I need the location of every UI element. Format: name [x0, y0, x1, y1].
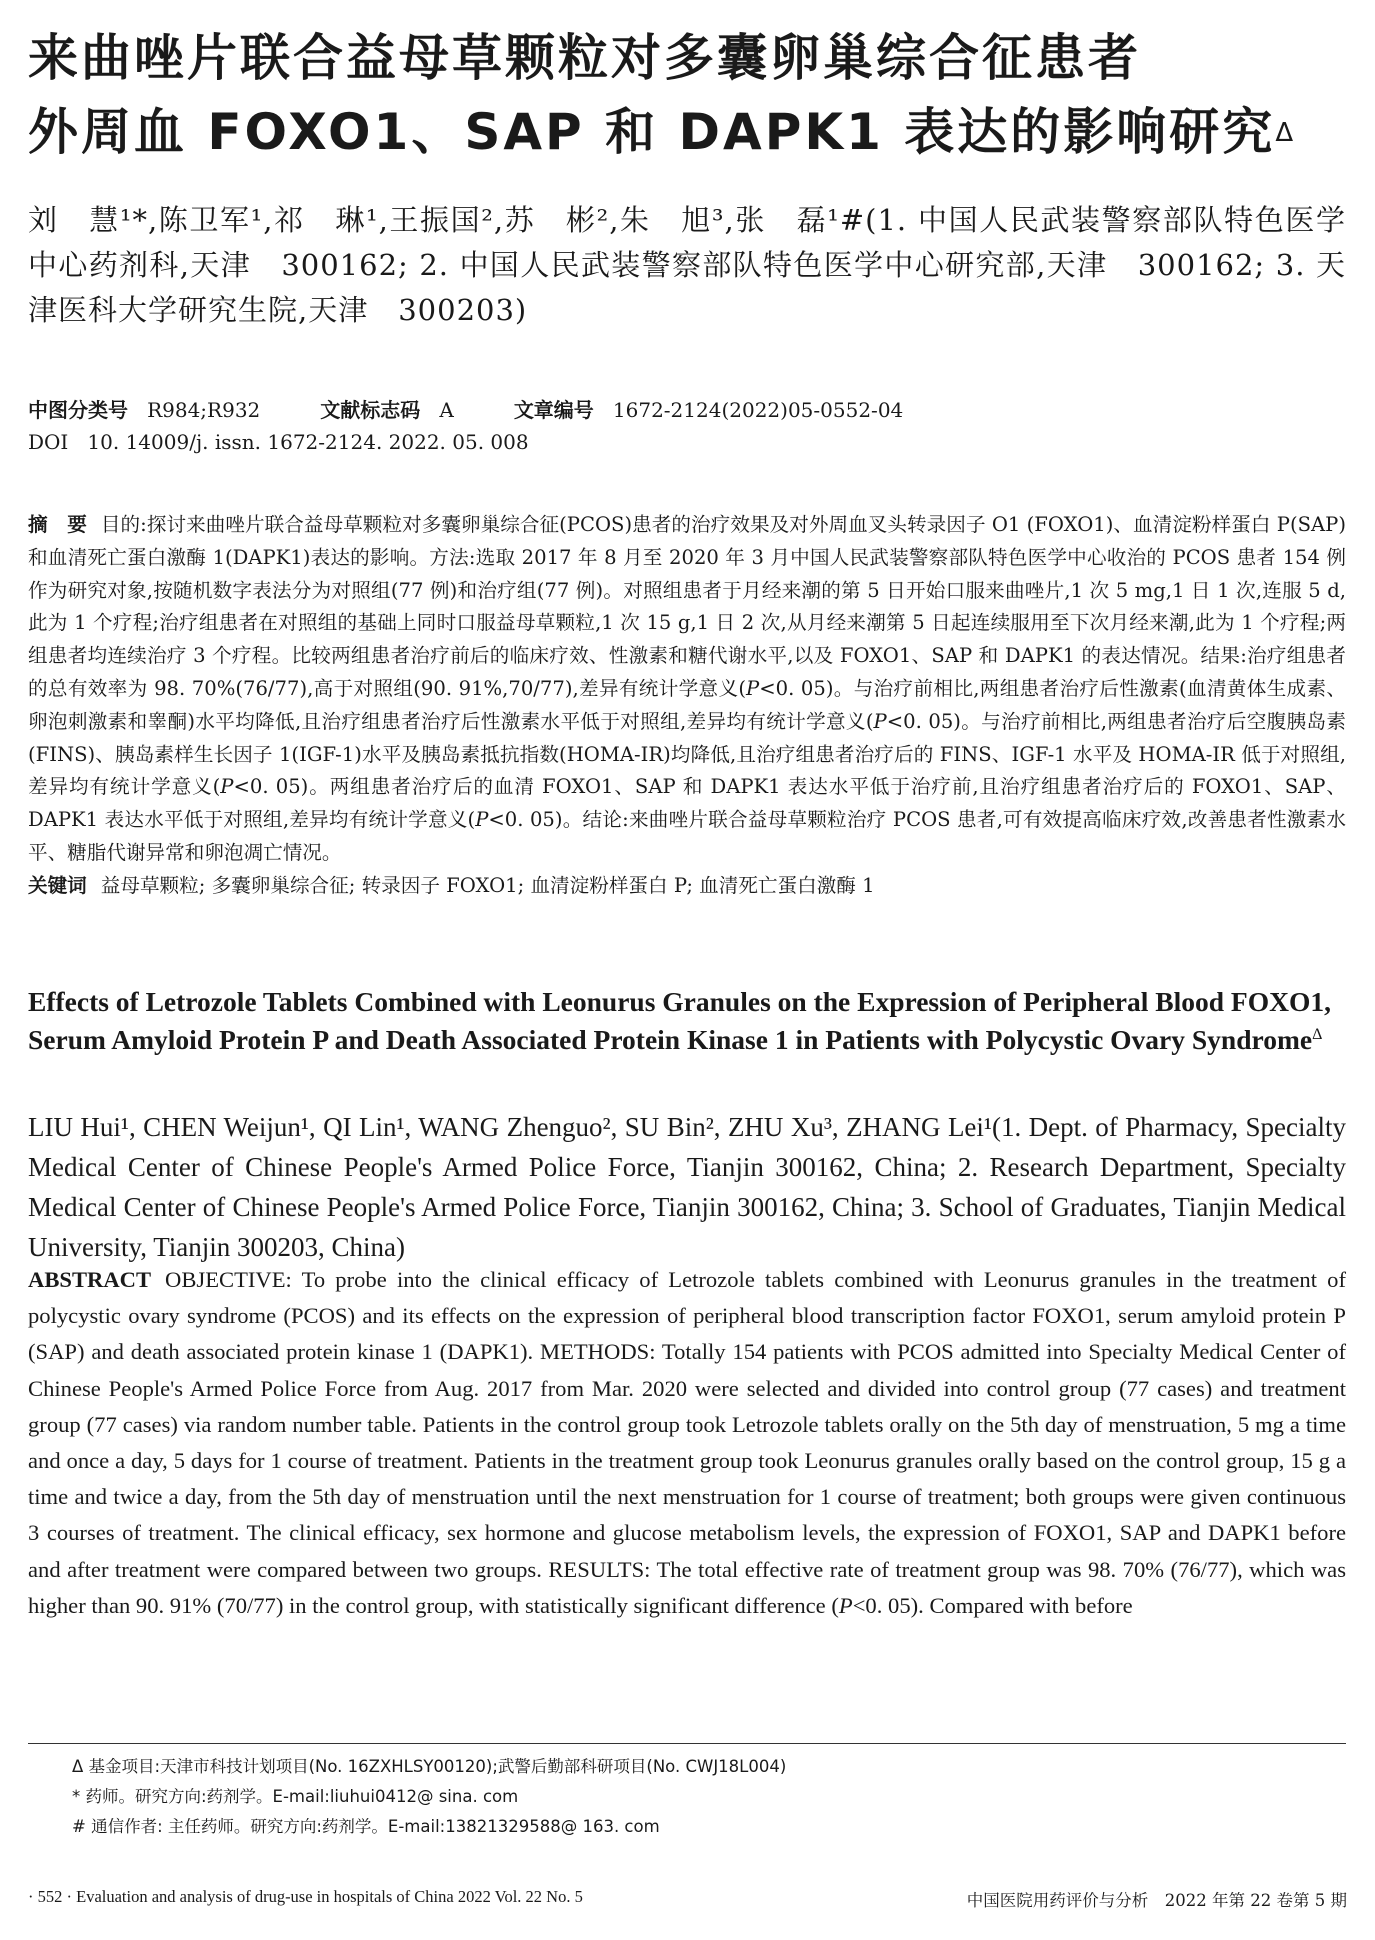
footnote-corresponding-author: # 通信作者: 主任药师。研究方向:药剂学。E-mail:13821329588@ 163. com — [72, 1817, 660, 1836]
cn-author-affiliations: 刘 慧¹*,陈卫军¹,祁 琳¹,王振国²,苏 彬²,朱 旭³,张 磊¹#(1. 中国人民武装警察部队特色医学中心药剂科,天津 300162; 2. 中国人民武装警察部队特色医学中心研究部,天津 300162; 3. 天津医科大学研究生院,天津 300203) — [28, 203, 1346, 327]
article-number-label: 文章编号 — [513, 398, 594, 422]
doi-value: 10. 14009/j. issn. 1672-2124. 2022. 05. 008 — [87, 430, 529, 454]
keywords: 益母草颗粒; 多囊卵巢综合征; 转录因子 FOXO1; 血清淀粉样蛋白 P; 血清死亡蛋白激酶 1 — [100, 873, 875, 897]
cn-abstract-label: 摘 要 — [28, 513, 87, 536]
article-number-value: 1672-2124(2022)05-0552-04 — [612, 398, 904, 422]
funding-mark: Δ — [1275, 118, 1297, 148]
clc-value: R984;R932 — [147, 398, 261, 422]
doc-code-value: A — [439, 398, 454, 422]
cn-abstract: 摘 要 目的:探讨来曲唑片联合益母草颗粒对多囊卵巢综合征(PCOS)患者的治疗效果及对外周血叉头转录因子 O1 (FOXO1)、血清淀粉样蛋白 P(SAP)和血清死亡蛋白激酶 1(DAPK1)表达的影响。方法:选取 2017 年 8 月至 2020 年 3 月中国人民武装警察部队特色医学中心收治的 PCOS 患者 154 例作为研究对象,按随机数字表法分为对照组(77 例)和治疗组(77 例)。对照组患者于月经来潮的第 5 日开始口服来曲唑片,1 次 5 mg,1 日 1 次,连服 5 d,此为 1 个疗程;治疗组患者在对照组的基础上同时口服益母草颗粒,1 次 15 g,1 日 2 次,从月经来潮第 5 日起连续服用至下次月经来潮,此为 1 个疗程;两组患者均连续治疗 3 个疗程。比较两组患者治疗前后的临床疗效、性激素和糖代谢水平,以及 FOXO1、SAP 和 DAPK1 的表达情况。结果:治疗组患者的总有效率为 98. 70%(76/77),高于对照组(90. 91%,70/77),差异有统计学意义(P<0. 05)。与治疗前相比,两组患者治疗后性激素(血清黄体生成素、卵泡刺激素和睾酮)水平均降低,且治疗组患者治疗后性激素水平低于对照组,差异均有统计学意义(P<0. 05)。与治疗前相比,两组患者治疗后空腹胰岛素(FINS)、胰岛素样生长因子 1(IGF-1)水平及胰岛素抵抗指数(HOMA-IR)均降低,且治疗组患者治疗后的 FINS、IGF-1 水平及 HOMA-IR 低于对照组,差异均有统计学意义(P<0. 05)。两组患者治疗后的血清 FOXO1、SAP 和 DAPK1 表达水平低于治疗前,且治疗组患者治疗后的 FOXO1、SAP、DAPK1 表达水平低于对照组,差异均有统计学意义(P<0. 05)。结论:来曲唑片联合益母草颗粒治疗 PCOS 患者,可有效提高临床疗效,改善患者性激素水平、糖脂代谢异常和卵泡凋亡情况。 关键词 益母草颗粒; 多囊卵巢综合征; 转录因子 FOXO1; 血清淀粉样蛋白 P; 血清死亡蛋白激酶 1 — [28, 513, 1347, 897]
classification-line — [28, 394, 1348, 426]
en-title: Effects of Letrozole Tablets Combined with Leonurus Granules on the Expression of Peripheral Blood FOXO1, Serum Amyloid Protein P and Death Associated Protein Kinase 1 in Patients with Polycystic Ovary Syndrome$^\Delta$ — [28, 986, 1331, 1055]
cn-title-line-2: 外周血 FOXO1、SAP 和 DAPK1 表达的影响研究$^\Delta$ — [28, 103, 1297, 161]
doi-label: DOI — [28, 430, 69, 454]
en-funding-mark: Δ — [1312, 1025, 1323, 1043]
en-abstract: ABSTRACT OBJECTIVE: To probe into the clinical efficacy of Letrozole tablets combined with Leonurus granules in the treatment of polycystic ovary syndrome (PCOS) and its effects on the expression of peripheral blood transcription factor FOXO1, serum amyloid protein P (SAP) and death associated protein kinase 1 (DAPK1). METHODS: Totally 154 patients with PCOS admitted into Specialty Medical Center of Chinese People's Armed Police Force from Aug. 2017 from Mar. 2020 were selected and divided into control group (77 cases) and treatment group (77 cases) via random number table. Patients in the control group took Letrozole tablets orally on the 5th day of menstruation, 5 mg a time and once a day, 5 days for 1 course of treatment. Patients in the treatment group took Leonurus granules orally based on the control group, 15 g a time and twice a day, from the 5th day of menstruation until the next menstruation for 1 course of treatment; both groups were given continuous 3 courses of treatment. The clinical efficacy, sex hormone and glucose metabolism levels, the expression of FOXO1, SAP and DAPK1 before and after treatment were compared between two groups. RESULTS: The total effective rate of treatment group was 98. 70% (76/77), which was higher than 90. 91% (70/77) in the control group, with statistically significant difference (P<0. 05). Compared with before — [28, 1267, 1346, 1618]
footnote-funding: Δ 基金项目:天津市科技计划项目(No. 16ZXHLSY00120);武警后勤部科研项目(No. CWJ18L004) — [72, 1757, 787, 1776]
en-abstract-label: ABSTRACT — [28, 1267, 152, 1292]
footnote-first-author: * 药师。研究方向:药剂学。E-mail:liuhui0412@ sina. com — [72, 1787, 519, 1806]
footer-journal-en: · 552 · Evaluation and analysis of drug-use in hospitals of China 2022 Vol. 22 No. 5 — [28, 1887, 583, 1906]
doi-line — [28, 426, 1348, 458]
cn-title-line-1: 来曲唑片联合益母草颗粒对多囊卵巢综合征患者 — [28, 29, 1141, 87]
en-author-affiliations: LIU Hui¹, CHEN Weijun¹, QI Lin¹, WANG Zhenguo², SU Bin², ZHU Xu³, ZHANG Lei¹(1. Dept. of Pharmacy, Specialty Medical Center of Chinese People's Armed Police Force, Tianjin 300162, China; 2. Research Department, Specialty Medical Center of Chinese People's Armed Police Force, Tianjin 300162, China; 3. School of Graduates, Tianjin Medical University, Tianjin 300203, China) — [28, 1112, 1346, 1262]
doc-code-label: 文献标志码 — [320, 398, 421, 422]
clc-label: 中图分类号 — [28, 398, 128, 422]
footnote-rule — [28, 1743, 1346, 1744]
footer-journal-cn: 中国医院用药评价与分析 2022 年第 22 卷第 5 期 — [966, 1891, 1347, 1910]
keywords-label: 关键词 — [28, 873, 87, 897]
